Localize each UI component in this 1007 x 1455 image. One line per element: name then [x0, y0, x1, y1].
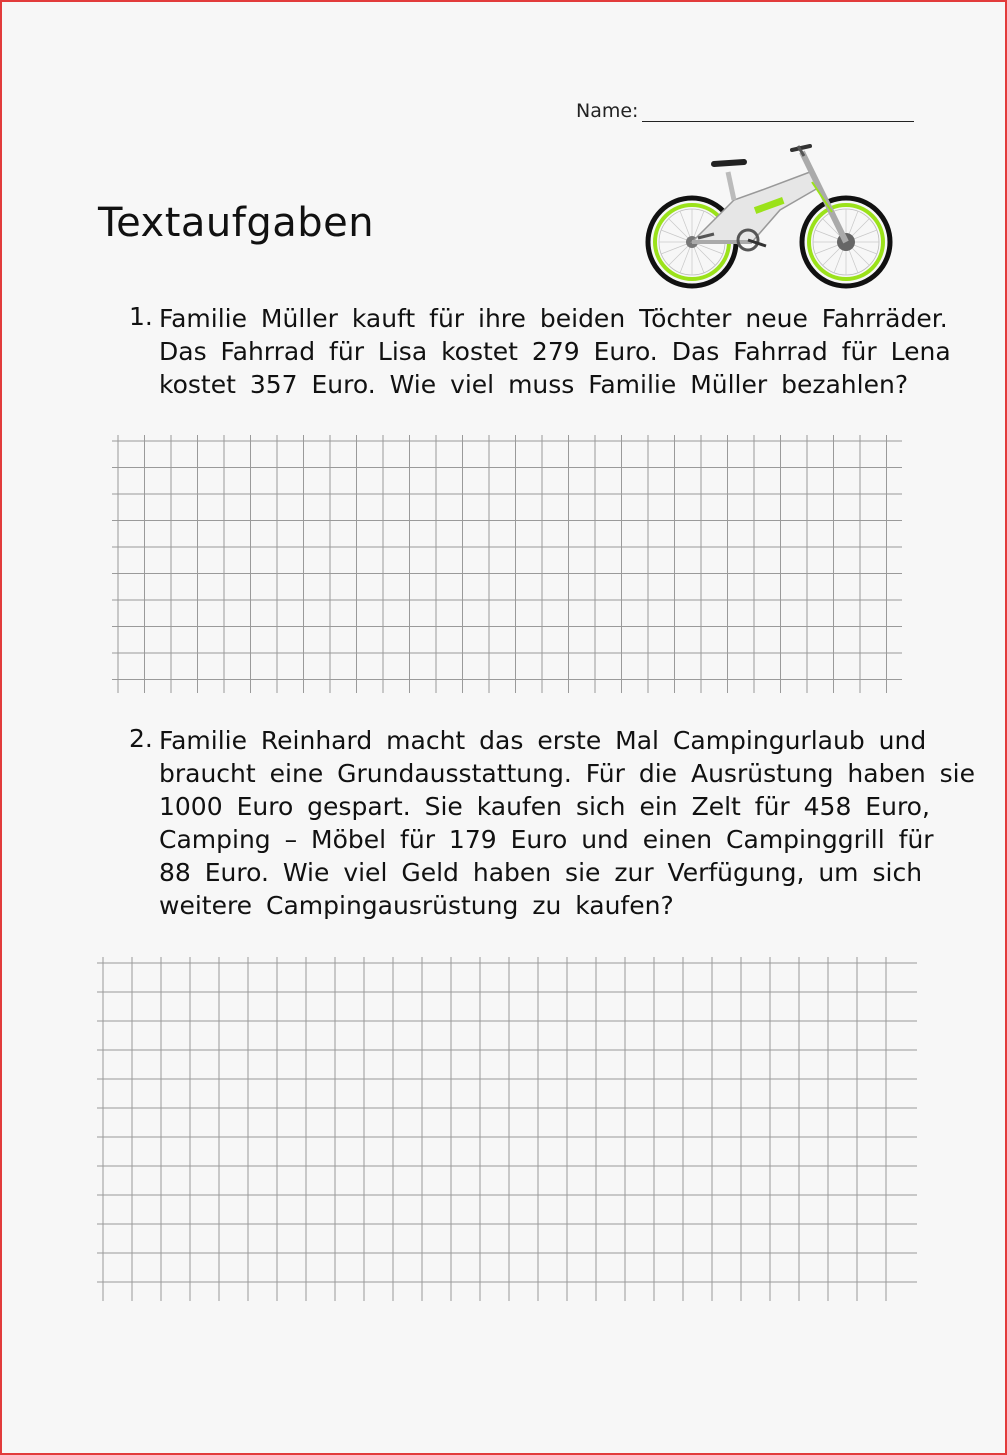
task-line: Camping – Möbel für 179 Euro und einen Campinggrill für — [159, 825, 934, 854]
name-label: Name: — [576, 100, 639, 122]
task-line: Familie Müller kauft für ihre beiden Töchter neue Fahrräder. — [159, 304, 948, 333]
task-line: Familie Reinhard macht das erste Mal Campingurlaub und — [159, 726, 927, 755]
task-line: braucht eine Grundausstattung. Für die Ausrüstung haben sie — [159, 759, 975, 788]
task-line: 88 Euro. Wie viel Geld haben sie zur Verfügung, um sich — [159, 858, 923, 887]
answer-grid-2[interactable] — [97, 957, 917, 1301]
task-line: Das Fahrrad für Lisa kostet 279 Euro. Das Fahrrad für Lena — [159, 337, 951, 366]
worksheet-title: Textaufgaben — [98, 200, 375, 246]
task-text — [159, 302, 951, 401]
task-line: weitere Campingausrüstung zu kaufen? — [159, 891, 674, 920]
answer-grid-1[interactable] — [112, 435, 902, 693]
task-number: 1. — [129, 302, 153, 331]
task-text — [159, 724, 975, 922]
task-line: kostet 357 Euro. Wie viel muss Familie Müller bezahlen? — [159, 370, 909, 399]
name-write-line[interactable] — [642, 121, 914, 122]
bicycle-icon — [642, 142, 894, 290]
task-line: 1000 Euro gespart. Sie kaufen sich ein Zelt für 458 Euro, — [159, 792, 930, 821]
task-number: 2. — [129, 724, 153, 753]
